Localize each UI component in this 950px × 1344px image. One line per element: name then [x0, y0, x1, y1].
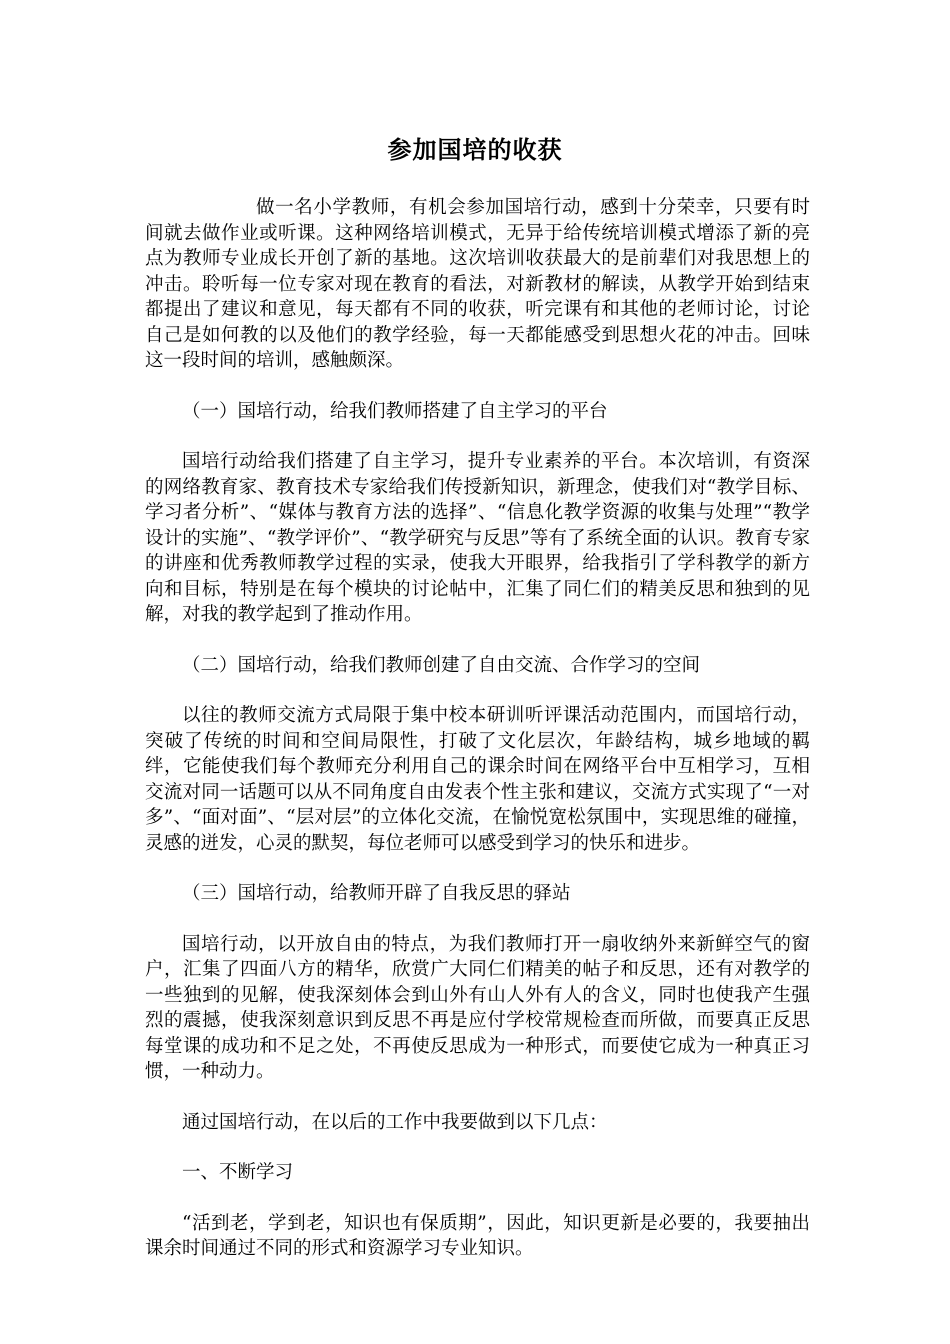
point-1-paragraph: “活到老，学到老，知识也有保质期”，因此，知识更新是必要的，我要抽出课余时间通过不同的形式和资源学习专业知识。	[145, 1212, 810, 1259]
section-3-heading: （三）国培行动，给教师开辟了自我反思的驿站	[182, 883, 571, 904]
section-1-heading: （一）国培行动，给我们教师搭建了自主学习的平台	[182, 400, 608, 422]
conclusion-intro: 通过国培行动，在以后的工作中我要做到以下几点：	[182, 1111, 608, 1133]
document-title: 参加国培的收获	[387, 135, 563, 164]
section-3-paragraph: 国培行动，以开放自由的特点，为我们教师打开一扇收纳外来新鲜空气的窗户，汇集了四面八方的精华，欣赏广大同仁们精美的帖子和反思，还有对教学的一些独到的见解，使我深刻体会到山外有山人外有人的含义，同时也使我产生强烈的震撼，使我深刻意识到反思不再是应付学校常规检查而所做，而要真正反思每堂课的成功和不足之处，不再使反思成为一种形式，而要使它成为一种真正习惯，一种动力。	[145, 933, 810, 1082]
point-1-heading: 一、不断学习	[182, 1162, 294, 1183]
section-2-heading: （二）国培行动，给我们教师创建了自由交流、合作学习的空间	[182, 654, 701, 676]
section-1-paragraph: 国培行动给我们搭建了自主学习，提升专业素养的平台。本次培训，有资深的网络教育家、教育技术专家给我们传授新知识，新理念，使我们对“教学目标、学习者分析”、“媒体与教育方法的选择”、“信息化教学资源的收集与处理”“教学设计的实施”、“教学评价”、“教学研究与反思”等有了系统全面的认识。教育专家的讲座和优秀教师教学过程的实录，使我大开眼界，给我指引了学科教学的新方向和目标，特别是在每个模块的讨论帖中，汇集了同仁们的精美反思和独到的见解，对我的教学起到了推动作用。	[145, 451, 810, 625]
document-body	[145, 195, 810, 1262]
section-2-paragraph: 以往的教师交流方式局限于集中校本研训听评课活动范围内，而国培行动，突破了传统的时间和空间局限性，打破了文化层次，年龄结构，城乡地域的羁绊，它能使我们每个教师充分利用自己的课余时间在网络平台中互相学习，互相交流对同一话题可以从不同角度自由发表个性主张和建议，交流方式实现了“一对多”、“面对面”、“层对层”的立体化交流，在愉悦宽松氛围中，实现思维的碰撞，灵感的迸发，心灵的默契，每位老师可以感受到学习的快乐和进步。	[145, 705, 810, 854]
intro-paragraph: 做一名小学教师，有机会参加国培行动，感到十分荣幸，只要有时间就去做作业或听课。这种网络培训模式，无异于给传统培训模式增添了新的亮点为教师专业成长开创了新的基地。这次培训收获最大的是前辈们对我思想上的冲击。聆听每一位专家对现在教育的看法，对新教材的解读，从教学开始到结束都提出了建议和意见，每天都有不同的收获，听完课有和其他的老师讨论，讨论自己是如何教的以及他们的教学经验，每一天都能感受到思想火花的冲击。回味这一段时间的培训，感触颇深。	[145, 197, 810, 371]
